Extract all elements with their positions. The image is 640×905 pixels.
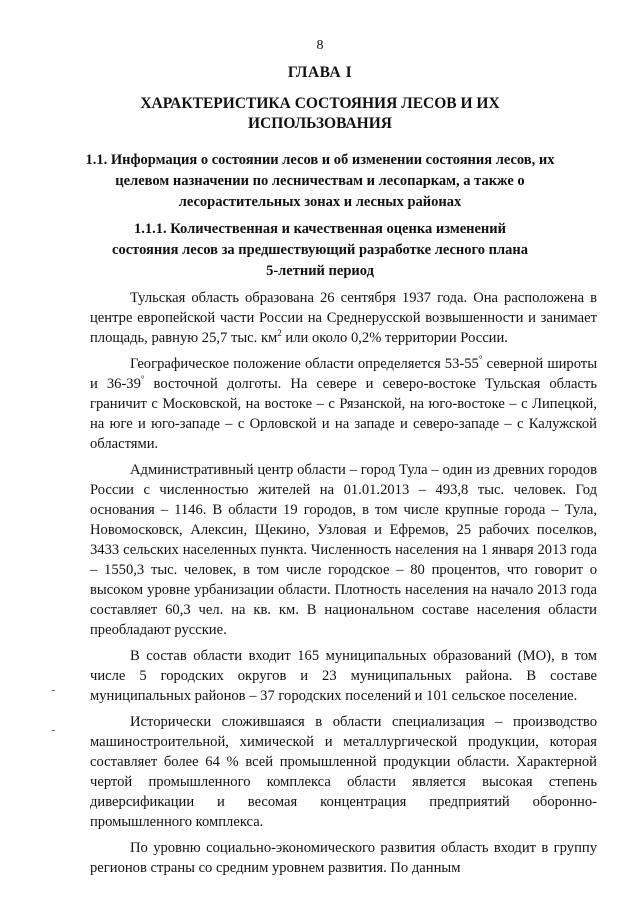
paragraph: Административный центр области – город Тула – один из древних городов России с численностью жителей на 01.01.2013 – 493,8 тыс. человек. Год основания – 1146. В области 19 городов, в том числе крупные города – Тула, Новомосковск, Алексин, Щекино, Узловая и Ефремов, 25 рабочих поселков, 3433 сельских населенных пункта. Численность населения на 1 января 2013 года – 1550,3 тыс. человек, в том числе городское – 80 процентов, что говорит о высоком уровне урбанизации области. Плотность населения на начало 2013 года составляет 60,3 чел. на кв. км. В национальном составе населения области преобладают русские. [90, 462, 597, 638]
body-text [90, 288, 597, 878]
paragraph-text: Тульская область образована 26 сентября 1937 года. Она расположена в центре европейской части России на Среднерусской возвышенности и занимает площадь, равную 25,7 тыс. км [90, 290, 597, 346]
superscript: 2 [277, 328, 282, 339]
paragraph-text: или около 0,2% территории России. [281, 330, 508, 346]
scan-mark [52, 690, 55, 691]
paragraph: В состав области входит 165 муниципальных образований (МО), в том числе 5 городских округов и 23 муниципальных района. В составе муниципальных районов – 37 городских поселений и 101 сельское поселение. [90, 648, 597, 704]
chapter-heading: ГЛАВА I [287, 64, 353, 81]
scan-mark [52, 730, 55, 731]
paragraph: По уровню социально-экономического развития область входит в группу регионов страны со средним уровнем развития. По данным [90, 840, 597, 876]
paragraph-text: Географическое положение области определяется 53-55 [130, 356, 479, 372]
paragraph [90, 354, 597, 454]
chapter-title: ХАРАКТЕРИСТИКА СОСТОЯНИЯ ЛЕСОВ И ИХ ИСПОЛЬЗОВАНИЯ [140, 95, 500, 132]
degree-mark: ° [140, 374, 145, 385]
paragraph [90, 288, 597, 348]
subsection-heading: 1.1.1. Количественная и качественная оценка изменений состояния лесов за предшествующий разработке лесного плана 5-летний период [112, 221, 528, 279]
paragraph: Исторически сложившаяся в области специализация – производство машиностроительной, химической и металлургической продукции, которая составляет более 64 % всей промышленной продукции области. Характерной чертой промышленного комплекса области является высокая степень диверсификации и весомая концентрация предприятий оборонно-промышленного комплекса. [90, 714, 597, 830]
page-number: 8 [316, 38, 324, 53]
paragraph-text: северной широты и 36-39 [90, 356, 597, 392]
section-heading: 1.1. Информация о состоянии лесов и об изменении состояния лесов, их целевом назначении по лесничествам и лесопаркам, а также о лесорастительных зонах и лесных районах [85, 152, 555, 210]
paragraph-text: восточной долготы. На севере и северо-востоке Тульская область граничит с Московской, на востоке – с Рязанской, на юго-востоке – с Липецкой, на юге и юго-западе – с Орловской и на западе и северо-западе – с Калужской областями. [90, 376, 597, 452]
degree-mark: ° [478, 354, 483, 365]
